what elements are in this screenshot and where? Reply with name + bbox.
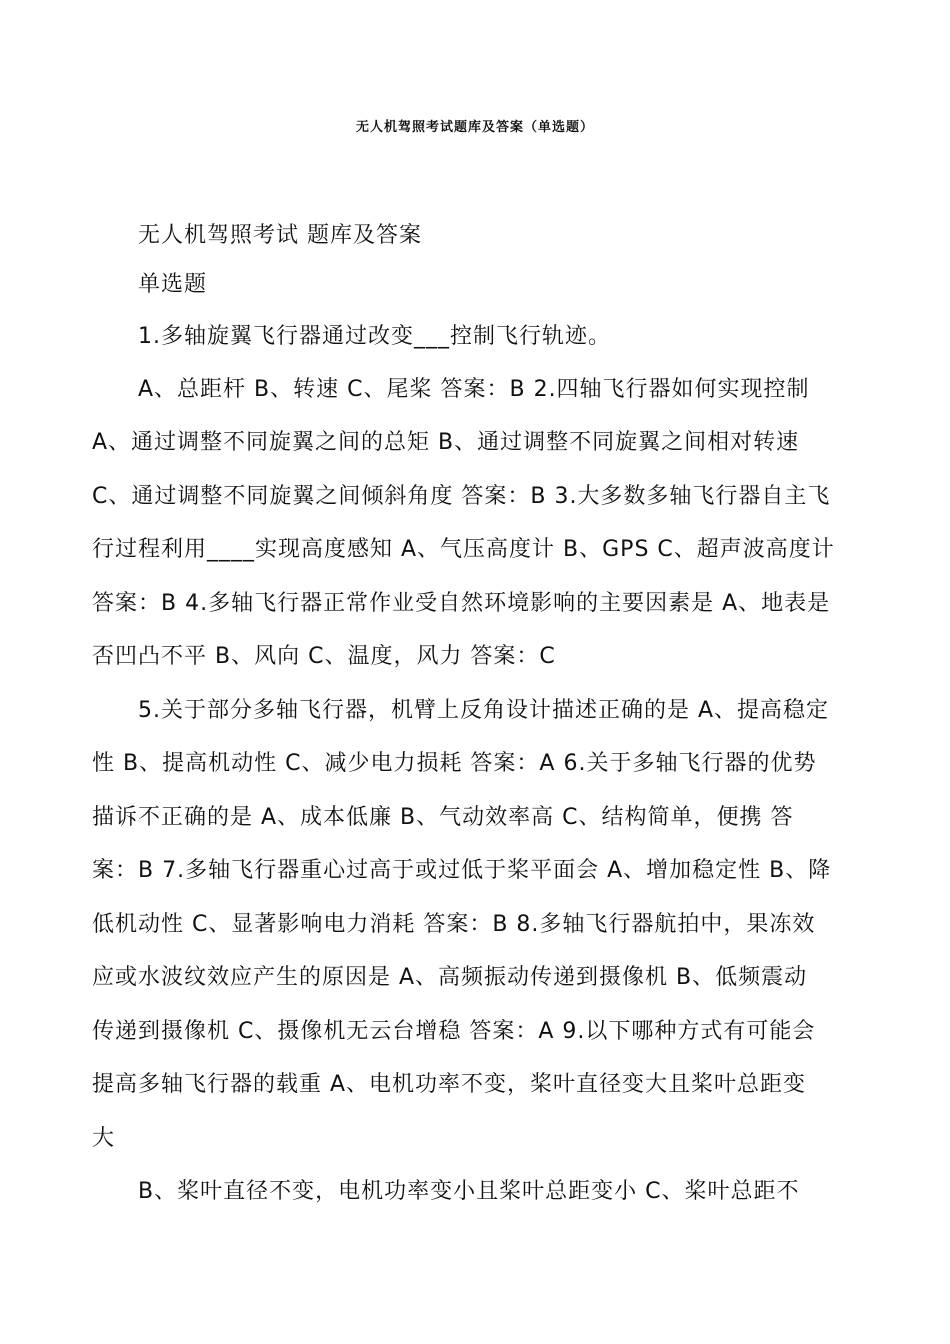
text-line-8: 5.关于部分多轴飞行器，机臂上反角设计描述正确的是 A、提高稳定 [138,698,830,723]
text-line-7: 否凹凸不平 B、风向 C、温度，风力 答案：C [92,644,556,669]
section-heading: 单选题 [138,272,208,297]
text-line-2: A、总距杆 B、转速 C、尾桨 答案：B 2.四轴飞行器如何实现控制 [138,377,810,402]
text-line-9: 性 B、提高机动性 C、减少电力损耗 答案：A 6.关于多轴飞行器的优势 [92,751,817,776]
text-line-16: 大 [92,1126,116,1151]
text-line-1: 1.多轴旋翼飞行器通过改变___控制飞行轨迹。 [138,324,611,349]
text-line-6: 答案：B 4.多轴飞行器正常作业受自然环境影响的主要因素是 A、地表是 [92,591,831,616]
text-line-14: 传递到摄像机 C、摄像机无云台增稳 答案：A 9.以下哪种方式有可能会 [92,1019,816,1044]
text-line-15: 提高多轴飞行器的载重 A、电机功率不变，桨叶直径变大且桨叶总距变 [92,1072,807,1097]
text-line-4: C、通过调整不同旋翼之间倾斜角度 答案：B 3.大多数多轴飞行器自主飞 [92,484,831,509]
text-line-3: A、通过调整不同旋翼之间的总矩 B、通过调整不同旋翼之间相对转速 [92,430,800,455]
subtitle-line: 无人机驾照考试 题库及答案 [138,223,422,248]
text-line-17: B、桨叶直径不变，电机功率变小且桨叶总距变小 C、桨叶总距不 [138,1179,800,1204]
text-line-13: 应或水波纹效应产生的原因是 A、高频振动传递到摄像机 B、低频震动 [92,965,808,990]
text-line-11: 案：B 7.多轴飞行器重心过高于或过低于桨平面会 A、增加稳定性 B、降 [92,858,832,883]
text-line-12: 低机动性 C、显著影响电力消耗 答案：B 8.多轴飞行器航拍中，果冻效 [92,912,816,937]
text-line-10: 描诉不正确的是 A、成本低廉 B、气动效率高 C、结构简单，便携 答 [92,805,794,830]
text-line-5: 行过程利用____实现高度感知 A、气压高度计 B、GPS C、超声波高度计 [92,537,835,562]
document-title: 无人机驾照考试题库及答案（单选题） [355,120,594,135]
